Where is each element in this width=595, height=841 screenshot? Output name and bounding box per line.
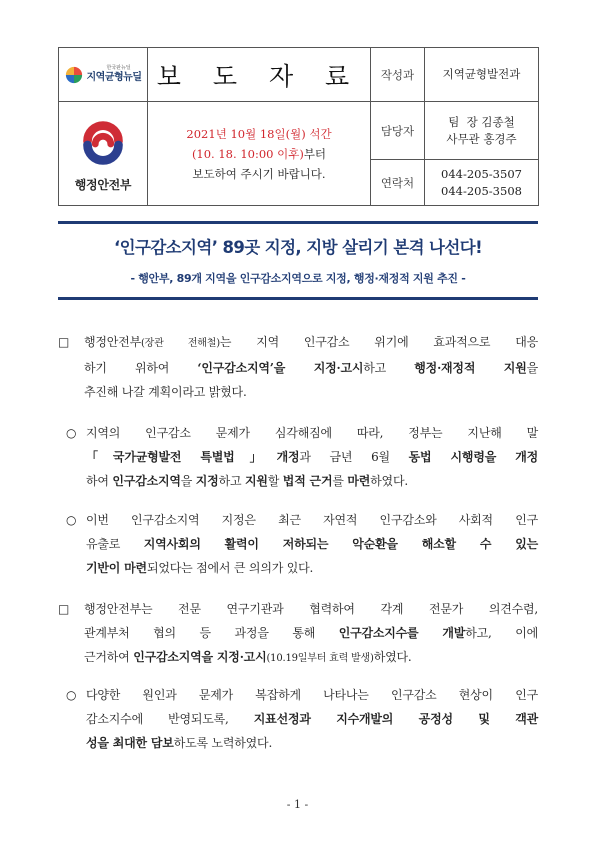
- bold-run: 지역사회의 활력이 저하되는 악순환을 해소할 수 있는: [143, 537, 538, 551]
- square-bullet: □: [58, 335, 70, 349]
- author-dept-value: 지역균형발전과: [425, 48, 539, 102]
- text-run: 감소지수에 반영되도록,: [86, 712, 254, 726]
- text-run: 과 금년 6월: [299, 450, 409, 464]
- phone-1: 044-205-3507: [441, 166, 522, 181]
- contact-person-1: 팀 장 김종철: [448, 114, 515, 129]
- page-number: - 1 -: [286, 798, 309, 811]
- embargo-time-line: [148, 144, 370, 164]
- bold-run: 동법 시행령을 개정: [408, 450, 538, 464]
- bold-run: 성을 최대한 담보: [86, 736, 174, 750]
- paragraph-4-line-1: 행정안전부는 전문 연구기관과 협력하여 각계 전문가 의견수렴,: [84, 602, 538, 616]
- embargo-date: 2021년 10월 18일(월) 석간: [186, 126, 332, 141]
- bold-run: 인구감소지수를 개발: [338, 626, 466, 640]
- contact-person-label: 담당자: [371, 102, 425, 160]
- ministry-emblem-cell: [59, 102, 148, 206]
- paragraph-3-line-1: 이번 인구감소지역 지정은 최근 자연적 인구감소와 사회적 인구: [86, 513, 538, 527]
- bold-run: 지정: [195, 474, 219, 488]
- press-release-title: 보 도 자 료: [156, 61, 362, 91]
- paragraph-4-line-2: [84, 621, 538, 645]
- phone-value: [425, 160, 539, 206]
- paragraph-3-line-3: [86, 556, 538, 580]
- paragraph-5-line-3: [86, 731, 538, 755]
- text-run: 근거하여: [84, 650, 134, 664]
- text-run: 유출로: [86, 537, 144, 551]
- author-dept-label: 작성과: [371, 48, 425, 102]
- taegeuk-emblem-icon: [74, 114, 132, 172]
- headline-bottom-rule: [58, 297, 538, 300]
- circle-bullet: ○: [66, 426, 77, 440]
- paragraph-3: [66, 508, 538, 580]
- text-run: 하기 위하여: [84, 361, 198, 375]
- newdeal-logo: [59, 66, 147, 84]
- paragraph-5: [66, 683, 538, 755]
- embargo-time: (10. 18. 10:00 이후): [191, 146, 304, 161]
- newdeal-logo-cell: [59, 48, 148, 102]
- phone-label: 연락처: [371, 160, 425, 206]
- bold-run: ‘인구감소지역’을 지정·고시: [197, 361, 364, 375]
- text-run-small: (장관 전해철): [140, 338, 220, 349]
- phone-2: 044-205-3508: [441, 183, 522, 198]
- headline-top-rule: [58, 221, 538, 224]
- embargo-request: 보도하여 주시기 바랍니다.: [192, 166, 326, 181]
- press-release-header-table: [58, 47, 539, 206]
- paragraph-2: [66, 421, 538, 493]
- embargo-cell: [148, 102, 371, 206]
- text-run: 를: [332, 474, 348, 488]
- subheadline: - 행안부, 89개 지역을 인구감소지역으로 지정, 행정·재정적 지원 추진 -: [130, 272, 466, 285]
- bold-run: 법적 근거: [282, 474, 333, 488]
- paragraph-4: [58, 597, 538, 671]
- text-run: 을: [180, 474, 196, 488]
- paragraph-5-line-1: 다양한 원인과 문제가 복잡하게 나타나는 인구감소 현상이 인구: [86, 688, 538, 702]
- text-run: 되었다는 점에서 큰 의의가 있다.: [146, 561, 314, 575]
- text-run: 는 지역 인구감소 위기에 효과적으로 대응: [219, 335, 538, 349]
- embargo-time-suffix: 부터: [303, 146, 327, 161]
- bold-run: 「국가균형발전 특별법」개정: [86, 450, 300, 464]
- bold-run: 기반이 마련: [86, 561, 147, 575]
- paragraph-1-line-3: 추진해 나갈 계획이라고 밝혔다.: [84, 385, 247, 399]
- press-title-cell: [148, 48, 371, 102]
- paragraph-1: [58, 330, 538, 404]
- newdeal-logo-title: 지역균형뉴딜: [86, 72, 142, 83]
- text-run: 할: [267, 474, 283, 488]
- paragraph-2-line-2: [86, 445, 538, 469]
- bold-run: 인구감소지역: [112, 474, 181, 488]
- text-run: 하고: [363, 361, 415, 375]
- text-run: 하고: [218, 474, 245, 488]
- bold-run: 행정·재정적 지원: [414, 361, 527, 375]
- bold-run: 마련: [347, 474, 371, 488]
- text-run: 행정안전부: [84, 335, 141, 349]
- text-run: 하도록 노력하였다.: [173, 736, 273, 750]
- text-run: 을: [526, 361, 538, 375]
- text-run-small: (10.19일부터 효력 발생): [266, 653, 374, 664]
- bold-run: 지원: [244, 474, 268, 488]
- circle-bullet: ○: [66, 513, 77, 527]
- headline: ‘인구감소지역’ 89곳 지정, 지방 살리기 본격 나선다!: [114, 238, 482, 257]
- paragraph-5-line-2: [86, 707, 538, 731]
- paragraph-3-line-2: [86, 532, 538, 556]
- paragraph-4-line-3: [84, 645, 538, 671]
- paragraph-2-line-1: 지역의 인구감소 문제가 심각해짐에 따라, 정부는 지난해 말: [86, 426, 538, 440]
- text-run: 하여: [86, 474, 113, 488]
- text-run: 하였다.: [373, 650, 412, 664]
- ministry-name: 행정안전부: [74, 178, 132, 192]
- bold-run: 인구감소지역을 지정·고시: [133, 650, 267, 664]
- pinwheel-logo-icon: [65, 66, 83, 84]
- text-run: 하였다.: [370, 474, 408, 488]
- contact-person-value: [425, 102, 539, 160]
- paragraph-1-line-1: [84, 330, 538, 356]
- bold-run: 지표선정과 지수개발의 공정성 및 객관: [253, 712, 538, 726]
- newdeal-logo-subtitle: 한국판뉴딜: [106, 65, 131, 71]
- circle-bullet: ○: [66, 688, 77, 702]
- contact-person-2: 사무관 홍경주: [446, 131, 517, 146]
- paragraph-2-line-3: [86, 469, 538, 493]
- square-bullet: □: [58, 602, 70, 616]
- text-run: 관계부처 협의 등 과정을 통해: [84, 626, 339, 640]
- text-run: 하고, 이에: [465, 626, 538, 640]
- paragraph-1-line-2: [84, 356, 538, 380]
